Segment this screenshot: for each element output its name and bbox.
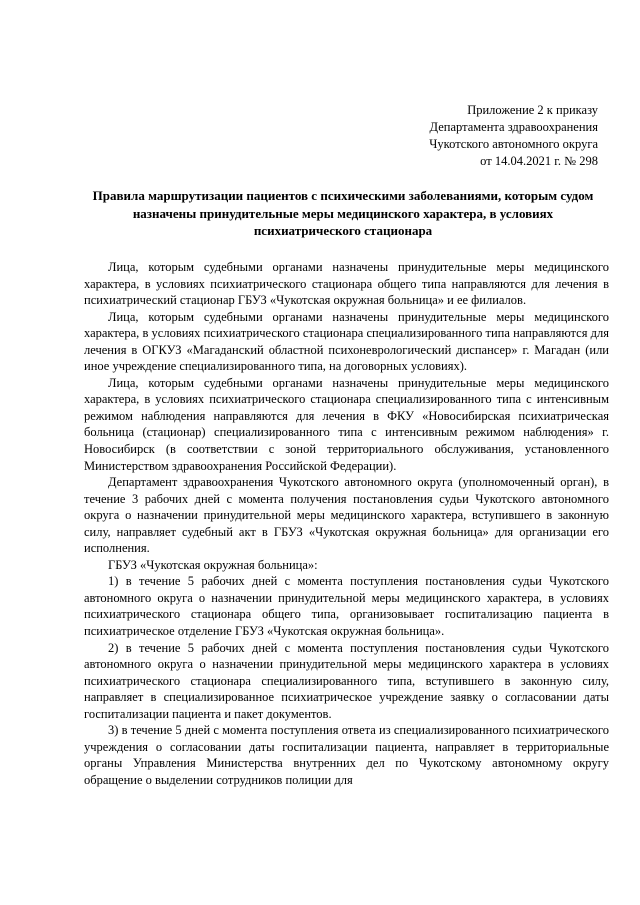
paragraph: Лица, которым судебными органами назначены принудительные меры медицинского характера, в условиях психиатрического стационара специализированного типа направляются для лечения в ОГКУЗ «Магаданский областной психоневрологический диспансер» г. Магадан (или иное учреждение специализированного типа, на договорных условиях). bbox=[84, 309, 609, 374]
appendix-line: Департамента здравоохранения bbox=[429, 120, 598, 134]
paragraph: 1) в течение 5 рабочих дней с момента поступления постановления судьи Чукотского автономного округа о назначении принудительной меры медицинского характера, в условиях психиатрического стационара общего типа, организовывает госпитализацию пациента в психиатрическое отделение ГБУЗ «Чукотская окружная больница». bbox=[84, 574, 609, 639]
paragraph: Лица, которым судебными органами назначены принудительные меры медицинского характера, в условиях психиатрического стационара общего типа направляются для лечения в психиатрический стационар ГБУЗ «Чукотская окружная больница» и ее филиалов. bbox=[84, 260, 609, 308]
document-body bbox=[84, 259, 609, 789]
appendix-date-line: от 14.04.2021 г. № 298 bbox=[480, 154, 598, 168]
paragraph: Лица, которым судебными органами назначены принудительные меры медицинского характера, в условиях психиатрического стационара специализированного типа с интенсивным режимом наблюдения направляются для лечения в ФКУ «Новосибирская психиатрическая больница (стационар) специализированного типа с интенсивным режимом наблюдения» г. Новосибирск (в соответствии с зоной территориального обслуживания, установленного Министерством здравоохранения Российской Федерации). bbox=[84, 375, 609, 473]
appendix-line: Приложение 2 к приказу bbox=[467, 103, 598, 117]
document-title: Правила маршрутизации пациентов с психическими заболеваниями, которым судом назначены принудительные меры медицинского характера, в условиях психиатрического стационара bbox=[92, 188, 594, 238]
paragraph: 3) в течение 5 дней с момента поступления ответа из специализированного психиатрического учреждения о согласовании даты госпитализации пациента, направляет в территориальные органы Управления Министерства внутренних дел по Чукотскому автономному округу обращение о выделении сотрудников полиции для bbox=[84, 723, 609, 787]
paragraph: 2) в течение 5 рабочих дней с момента поступления постановления судьи Чукотского автономного округа о назначении принудительной меры медицинского характера в условиях психиатрического стационара специализированного типа, вступившего в законную силу, направляет в специализированное психиатрическое учреждение заявку о согласовании даты госпитализации пациента и пакет документов. bbox=[84, 640, 609, 721]
appendix-line: Чукотского автономного округа bbox=[429, 137, 598, 151]
paragraph: Департамент здравоохранения Чукотского автономного округа (уполномоченный орган), в течение 3 рабочих дней с момента получения постановления судьи Чукотского автономного округа о назначении принудительной меры медицинского характера, вступившего в законную силу, направляет судебный акт в ГБУЗ «Чукотская окружная больница» для организации его исполнения. bbox=[84, 475, 609, 556]
paragraph: ГБУЗ «Чукотская окружная больница»: bbox=[108, 557, 318, 572]
appendix-header bbox=[429, 102, 598, 170]
